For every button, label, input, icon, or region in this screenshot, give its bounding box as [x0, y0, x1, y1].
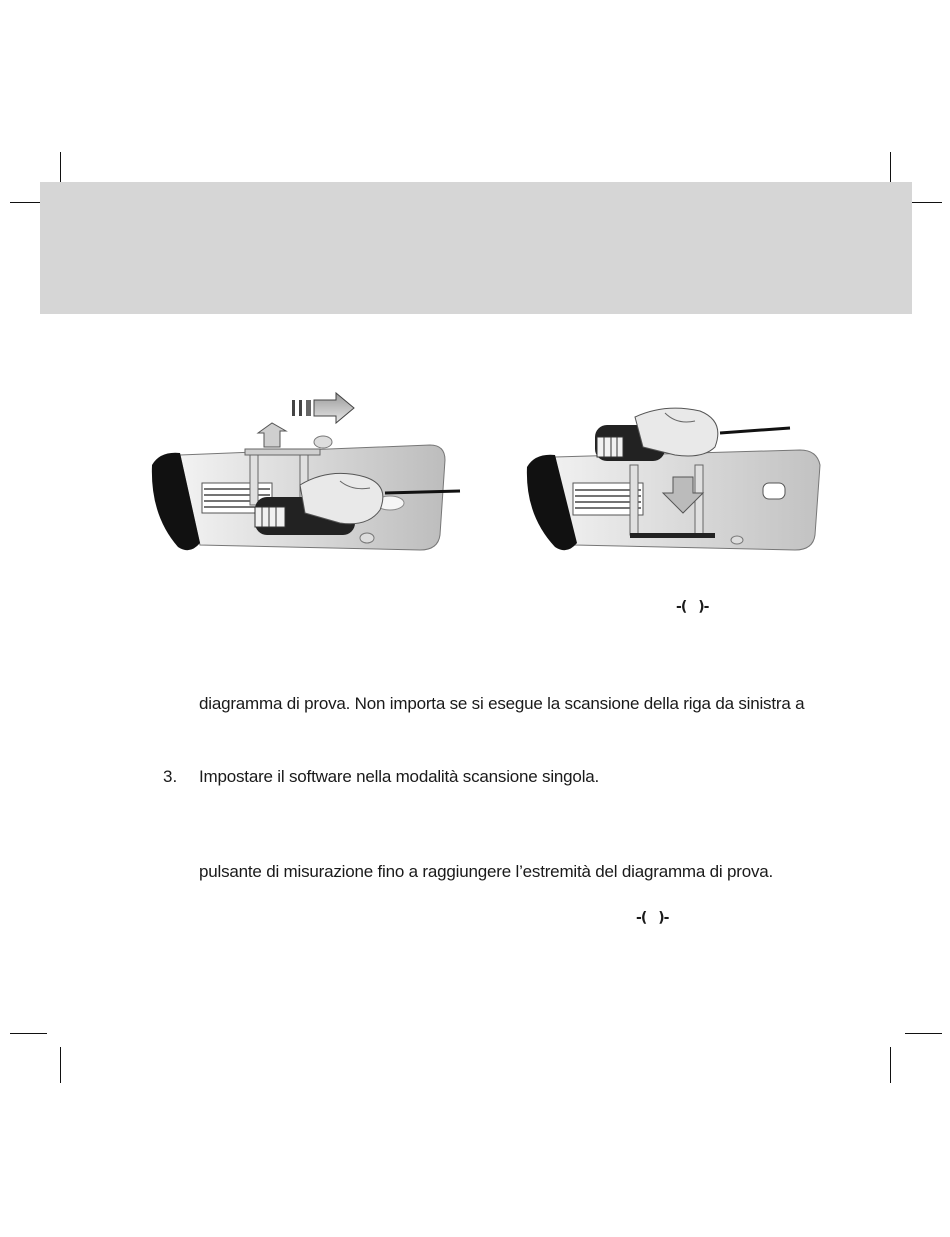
crop-mark-bl-h [10, 1033, 47, 1034]
body-line-1: diagramma di prova. Non importa se si esegue la scansione della riga da sinistra a [199, 694, 805, 713]
illustration-scan-slide [140, 385, 470, 575]
crop-mark-br-v [890, 1047, 891, 1083]
step-3-number: 3. [163, 767, 178, 786]
slide-arrow [292, 393, 354, 423]
body-line-2: pulsante di misurazione fino a raggiungere l’estremità del diagramma di prova. [199, 862, 774, 881]
led-blink-icon: -( )- [676, 599, 711, 615]
illustration-scan-end [515, 395, 835, 575]
step-3-text: Impostare il software nella modalità scansione singola. [199, 767, 600, 786]
crop-mark-bl-v [60, 1047, 61, 1083]
crop-mark-br-h [905, 1033, 942, 1034]
header-band [40, 182, 912, 314]
led-blink-icon: -( )- [636, 910, 671, 926]
